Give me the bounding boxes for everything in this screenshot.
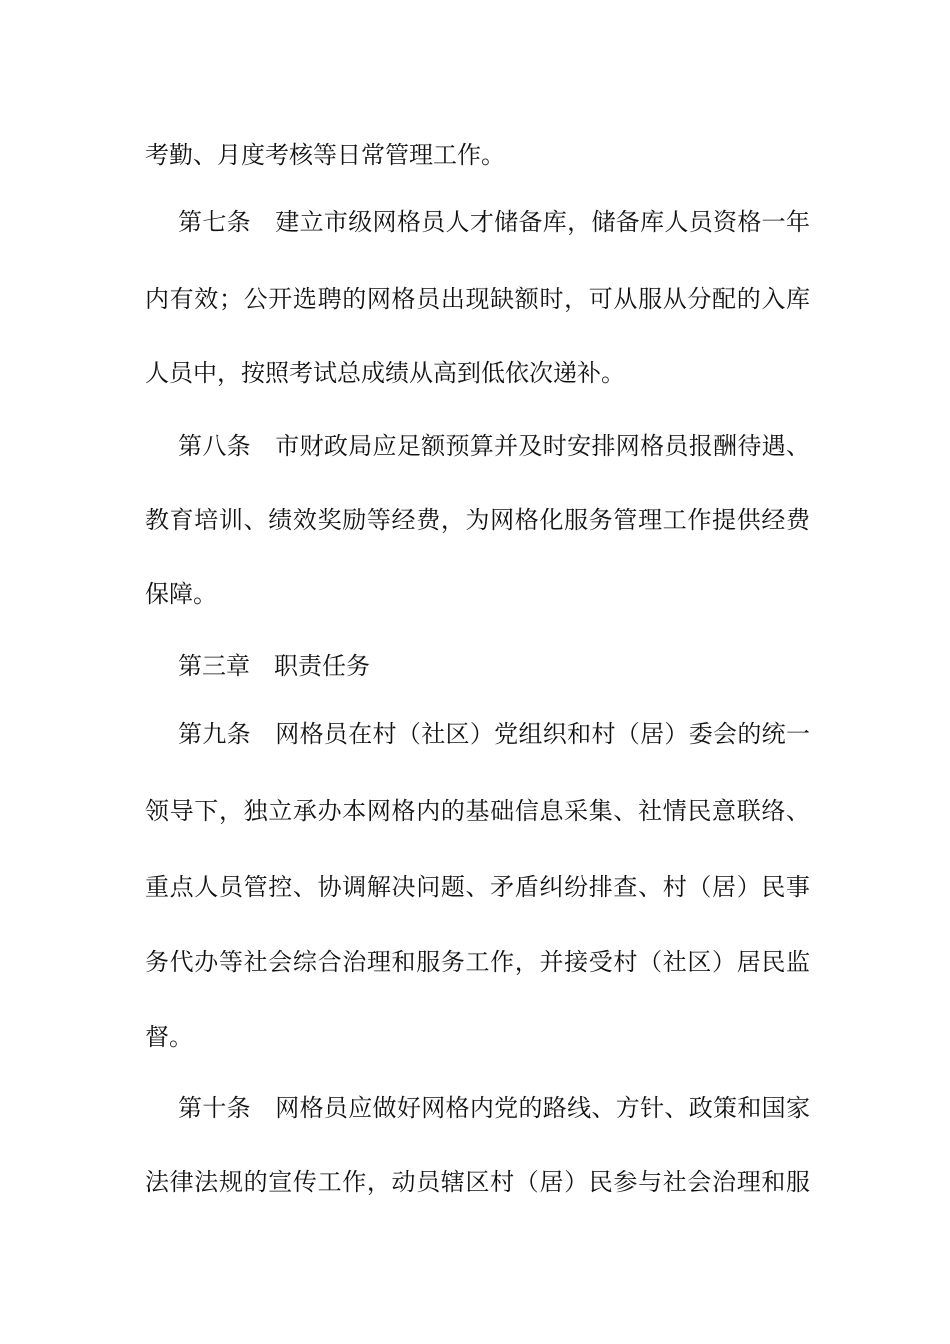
article-9-line-1: 第九条 网格员在村（社区）党组织和村（居）委会的统一 — [178, 720, 810, 748]
article-9-line-5: 督。 — [145, 1023, 193, 1051]
article-8-line-3: 保障。 — [145, 580, 217, 608]
article-10-line-1: 第十条 网格员应做好网格内党的路线、方针、政策和国家 — [178, 1094, 810, 1122]
article-7-line-2: 内有效；公开选聘的网格员出现缺额时，可从服从分配的入库 — [145, 285, 810, 313]
article-9-line-3: 重点人员管控、协调解决问题、矛盾纠纷排查、村（居）民事 — [145, 873, 810, 901]
article-7-line-1: 第七条 建立市级网格员人才储备库，储备库人员资格一年 — [178, 208, 810, 236]
chapter-3-heading: 第三章 职责任务 — [178, 652, 370, 680]
article-10-line-2: 法律法规的宣传工作，动员辖区村（居）民参与社会治理和服 — [145, 1168, 810, 1196]
article-8-line-2: 教育培训、绩效奖励等经费，为网格化服务管理工作提供经费 — [145, 506, 810, 534]
article-7-line-3: 人员中，按照考试总成绩从高到低依次递补。 — [145, 359, 625, 387]
article-9-line-4: 务代办等社会综合治理和服务工作，并接受村（社区）居民监 — [145, 948, 810, 976]
text-line-1: 考勤、月度考核等日常管理工作。 — [145, 141, 505, 169]
article-8-line-1: 第八条 市财政局应足额预算并及时安排网格员报酬待遇、 — [178, 432, 810, 460]
article-9-line-2: 领导下，独立承办本网格内的基础信息采集、社情民意联络、 — [145, 797, 810, 825]
